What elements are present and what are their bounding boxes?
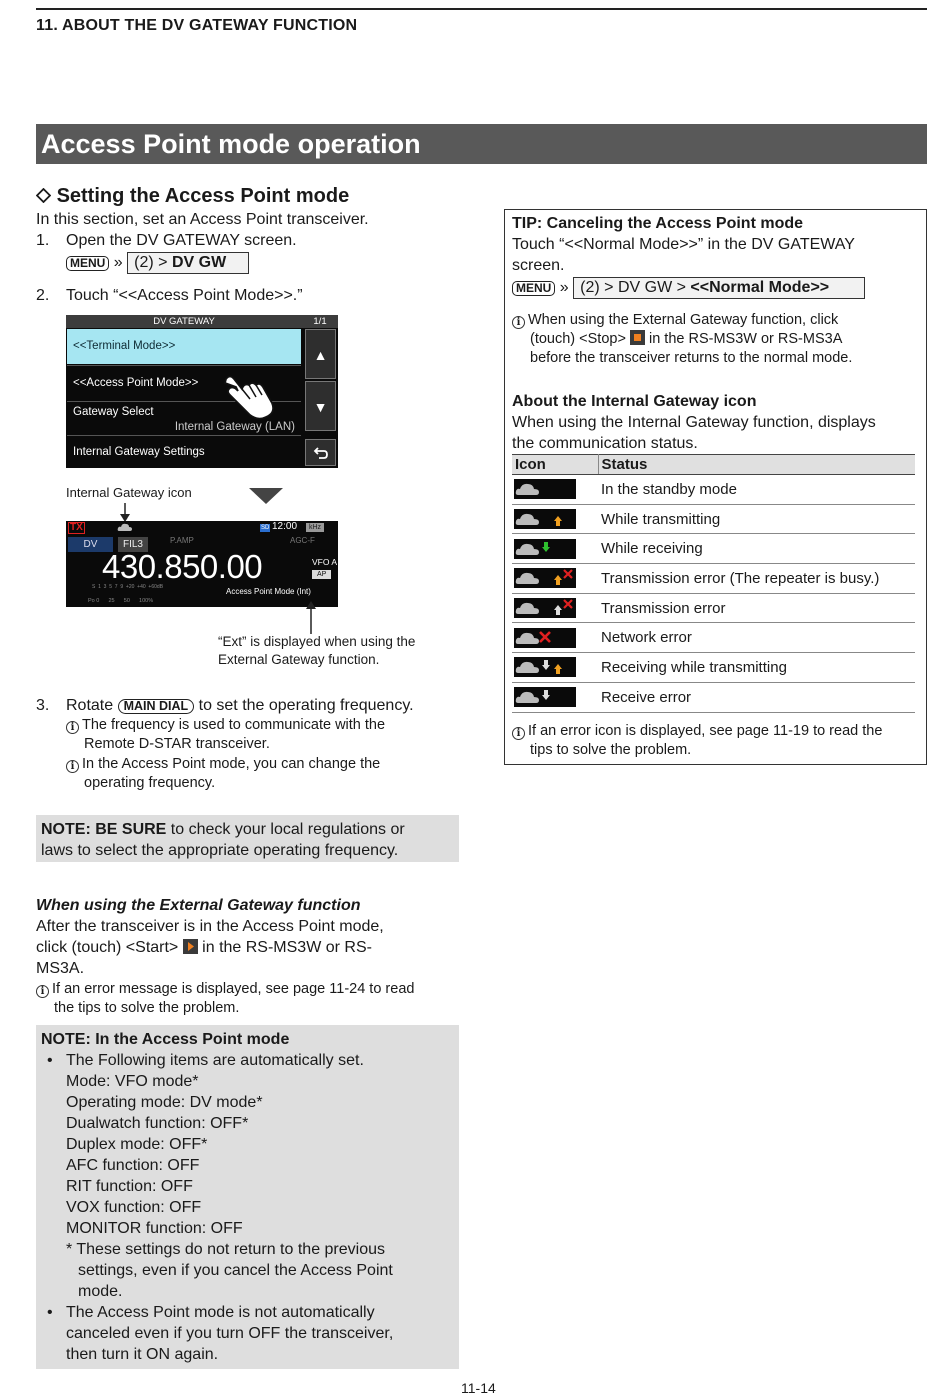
note2-bullet-2-line-1: The Access Point mode is not automatically [66,1304,375,1321]
note2-item: Duplex mode: OFF* [66,1136,208,1153]
tip-note-line-3: before the transceiver returns to the normal mode. [530,350,853,366]
subhead [36,184,349,208]
note2-bullet-2-line-3: then turn it ON again. [66,1346,219,1363]
clock: 12:00 [272,521,298,532]
note2-item: MONITOR function: OFF [66,1220,243,1237]
page-title: Access Point mode operation [36,124,927,164]
pointer-arrow-icon [119,503,131,523]
tip-note-line-2a: (touch) <Stop> [530,331,630,347]
table-row [512,564,915,594]
note2-bullet-2-line-2: canceled even if you turn OFF the transceiver, [66,1325,394,1342]
about-line-1: When using the Internal Gateway function, displays [512,414,876,431]
ext-gateway-heading: When using the External Gateway function [36,897,361,914]
table-row [512,475,915,505]
transmitting-icon [514,509,576,529]
path-box-1 [127,252,249,274]
main-display-screen [66,521,338,607]
note2-bullet-1-text: The Following items are automatically set. [66,1052,364,1069]
mode-badge: DV [68,537,113,552]
tx-error-icon [514,598,576,618]
path2-bold: <<Normal Mode>> [690,279,830,296]
intro-text: In this section, set an Access Point transceiver. [36,211,369,228]
path2-text: (2) > DV GW > [580,279,691,296]
tip-line-2: screen. [512,257,565,274]
ext-err-line-2: the tips to solve the problem. [54,1000,240,1016]
ext-note [218,633,415,669]
table-row [512,623,915,653]
table-row [512,653,915,683]
note2-item: Dualwatch function: OFF* [66,1115,249,1132]
scroll-down-button[interactable]: ▼ [305,381,336,431]
info-icon: i [512,316,525,329]
start-icon [183,939,198,954]
tip-line-1: Touch “<<Normal Mode>>” in the DV GATEWAY [512,236,855,253]
main-dial-key: MAIN DIAL [118,699,195,714]
menu-item-access-point-mode[interactable]: <<Access Point Mode>> [67,365,301,400]
diamond-icon [36,188,51,203]
col-header-status: Status [598,455,915,475]
err-note-line-1: If an error icon is displayed, see page 11-19 to read the [528,723,883,739]
status-cell: While receiving [598,534,915,564]
receive-error-icon [514,687,576,707]
note-3b-line-1: In the Access Point mode, you can change the [82,756,381,772]
col-header-icon: Icon [512,455,598,475]
path1-text: (2) > [134,254,172,271]
info-icon: i [66,721,79,734]
dv-gateway-screen [66,315,338,468]
menu-path-2 [512,277,865,299]
menu-key: MENU [66,256,109,271]
section-header: 11. ABOUT THE DV GATEWAY FUNCTION [36,17,358,34]
step-2-text: Touch “<<Access Point Mode>>.” [66,287,303,304]
status-cell: In the standby mode [598,475,915,505]
step-3-a: Rotate [66,697,118,714]
frequency-readout: 430.850.00 [102,548,263,585]
note-be-sure [36,815,459,862]
note2-bullet-1: • The Following items are automatically set. [47,1052,364,1069]
menu-path-1 [66,252,249,274]
ext-p-line-2b: in the RS-MS3W or RS- [197,939,372,956]
standby-icon [514,479,576,499]
ext-p-line-2a: click (touch) <Start> [36,939,183,956]
note-sure-line-2: laws to select the appropriate operating frequency. [41,842,399,859]
raquo: » [113,254,123,271]
table-row [512,534,915,564]
down-triangle-icon [249,488,283,504]
pamp-label: P.AMP [170,536,194,545]
ext-p-line-1: After the transceiver is in the Access Point mode, [36,918,384,935]
tip-note-line-2b: in the RS-MS3W or RS-MS3A [644,331,843,347]
status-cell: Receive error [598,682,915,712]
tx-indicator: TX [70,522,83,533]
tip-heading: TIP: Canceling the Access Point mode [512,215,804,232]
tip-note [512,311,852,368]
internal-gateway-icon [117,523,133,532]
note2-star-line-3: mode. [78,1283,123,1300]
menu-key: MENU [512,281,555,296]
step-3-b: to set the operating frequency. [194,697,414,714]
table-row [512,682,915,712]
vfo-label: VFO A [312,557,338,567]
status-cell: While transmitting [598,504,915,534]
scroll-up-button[interactable]: ▲ [305,329,336,379]
receiving-icon [514,539,576,559]
path-box-2 [573,277,865,299]
note-3a [66,716,385,754]
note2-star-line-2: settings, even if you cancel the Access Point [78,1262,393,1279]
tx-error-busy-icon [514,568,576,588]
step-2-num: 2. [36,287,50,304]
ap-badge: AP [312,570,331,579]
note-access-point-mode [36,1025,459,1369]
page-number: 11-14 [461,1380,496,1396]
menu-item-terminal-mode[interactable]: <<Terminal Mode>> [67,329,301,364]
about-line-2: the communication status. [512,435,698,452]
menu-item-internal-gateway-settings[interactable]: Internal Gateway Settings [67,435,301,468]
ext-note-line-2: External Gateway function. [218,652,380,667]
ext-error-note [36,980,414,1018]
agc-label: AGC-F [290,536,315,545]
ext-err-line-1: If an error message is displayed, see page 11-24 to read [52,981,415,997]
info-icon: i [512,727,525,740]
err-note-line-2: tips to solve the problem. [530,742,692,758]
back-button[interactable] [305,439,336,466]
status-cell: Transmission error [598,593,915,623]
info-icon: i [66,760,79,773]
ext-gateway-paragraph [36,916,384,979]
return-icon [313,446,329,460]
screen-page: 1/1 [302,315,338,328]
s-meter-scale: S 1 3 5 7 9 +20 +40 +60dB [92,584,164,590]
tip-note-line-1: When using the External Gateway function, click [528,312,839,328]
subhead-text: Setting the Access Point mode [56,185,350,207]
step-1-num: 1. [36,232,50,249]
filter-badge: FIL3 [118,537,148,552]
status-cell: Transmission error (The repeater is busy.) [598,564,915,594]
note2-item: VOX function: OFF [66,1199,202,1216]
step-3-text [66,695,414,716]
note2-item: AFC function: OFF [66,1157,200,1174]
note-3a-line-1: The frequency is used to communicate with the [82,717,386,733]
note-sure-line-1: to check your local regulations or [166,821,405,838]
table-row [512,504,915,534]
raquo: » [559,279,569,296]
ext-pointer-arrow-icon [305,600,317,634]
gateway-select-value: Internal Gateway (LAN) [174,421,295,433]
top-rule [36,8,927,10]
internal-gateway-icon-label: Internal Gateway icon [66,485,192,500]
ext-p-line-3: MS3A. [36,960,85,977]
step-3-num: 3. [36,697,50,714]
hand-pointer-icon [220,371,278,421]
note-3b-line-2: operating frequency. [84,775,216,791]
table-header-row [512,455,915,475]
note2-bullet-2: • The Access Point mode is not automatically [47,1304,375,1321]
note-3a-line-2: Remote D-STAR transceiver. [84,736,270,752]
note-sure-bold: NOTE: BE SURE [41,821,167,838]
ext-note-line-1: “Ext” is displayed when using the [218,634,416,649]
screen-title: DV GATEWAY [66,315,302,328]
table-row [512,593,915,623]
sd-badge: SD [261,525,270,531]
po-meter-scale: Po 0 25 50 100% [88,598,154,604]
about-heading: About the Internal Gateway icon [512,393,757,410]
note2-items [41,1071,454,1302]
gateway-select-label: Gateway Select [73,406,154,418]
status-cell: Receiving while transmitting [598,653,915,683]
ap-status-text: Access Point Mode (Int) [226,587,311,596]
step-1-text: Open the DV GATEWAY screen. [66,232,297,249]
note2-star-line-1: * These settings do not return to the previous [66,1241,386,1258]
network-error-icon [514,628,576,648]
tip-text [512,234,855,276]
note2-heading: NOTE: In the Access Point mode [41,1031,290,1048]
note2-item: Operating mode: DV mode* [66,1094,263,1111]
path1-bold: DV GW [171,254,227,271]
khz-badge: kHz [306,523,324,532]
stop-icon [630,330,645,345]
icon-status-table [512,454,915,713]
about-text [512,412,876,454]
info-icon: i [36,985,49,998]
error-note [512,722,882,760]
note2-item: Mode: VFO mode* [66,1073,199,1090]
note2-item: RIT function: OFF [66,1178,193,1195]
status-cell: Network error [598,623,915,653]
rx-while-tx-icon [514,657,576,677]
note-3b [66,755,380,793]
